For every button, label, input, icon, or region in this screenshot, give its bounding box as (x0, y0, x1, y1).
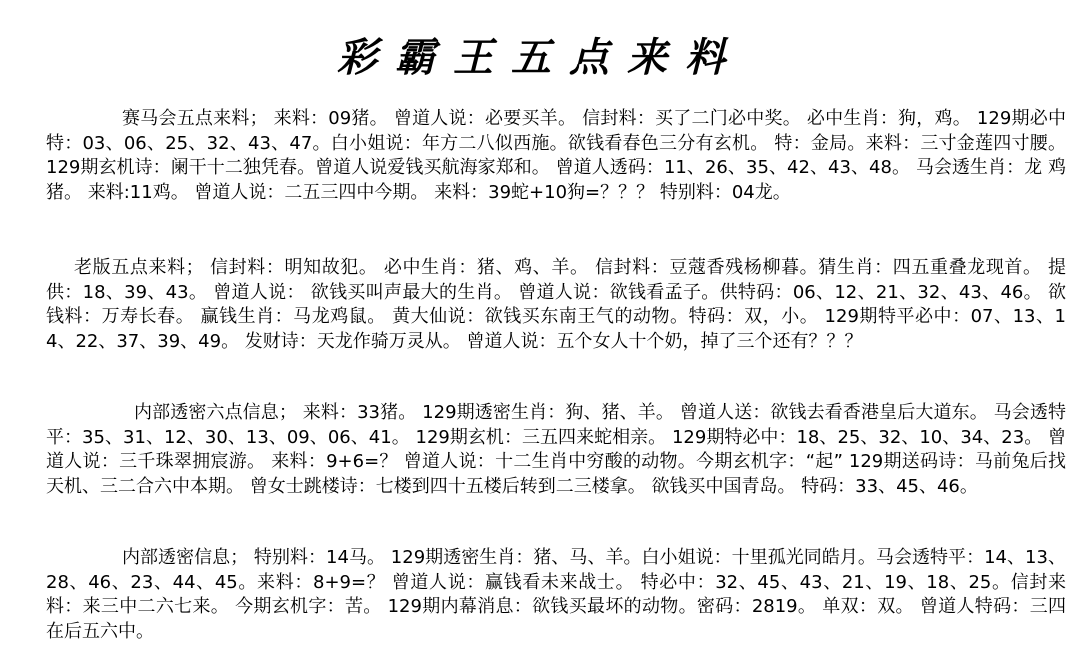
paragraph-neibu-liudian: 内部透密六点信息； 来料：33猪。 129期透密生肖：狗、猪、羊。 曾道人送：欲钱去看香港皇后大道东。 马会透特平：35、31、12、30、13、09、06、41。 129期玄机：三五四来蛇相亲。 129期特必中：18、25、32、10、34、23。 曾道人说：三千珠翠拥宸游。 来料：9+6=？ 曾道人说：十二生肖中穷酸的动物。今期玄机字：“起” 129期送码诗：马前兔后找天机、三二合六中本期。 曾女士跳楼诗：七楼到四十五楼后转到二三楼拿。 欲钱买中国青岛。 特码：33、45、46。 (46, 402, 1066, 497)
paragraph-saimahui: 赛马会五点来料； 来料：09猪。 曾道人说：必要买羊。 信封料：买了二门必中奖。 必中生肖：狗，鸡。 129期必中特：03、06、25、32、43、47。白小姐说：年方二八似西施。欲钱看春色三分有玄机。 特：金局。来料：三寸金莲四寸腰。 129期玄机诗：阑干十二独凭春。曾道人说爱钱买航海家郑和。 曾道人透码：11、26、35、42、43、48。 马会透生肖：龙 鸡 猪。 来料:11鸡。 曾道人说：二五三四中今期。 来料：39蛇+10狗=？？？ 特别料：04龙。 (46, 108, 1066, 203)
page-title: 彩霸王五点来料 (337, 34, 743, 81)
paragraph-laoban: 老版五点来料； 信封料：明知故犯。 必中生肖：猪、鸡、羊。 信封料：豆蔻香残杨柳暮。猜生肖：四五重叠龙现首。 提供：18、39、43。 曾道人说： 欲钱买叫声最大的生肖。 曾道人说：欲钱看孟子。供特码：06、12、21、32、43、46。 欲钱料：万寿长春。 赢钱生肖：马龙鸡鼠。 黄大仙说：欲钱买东南王气的动物。特码：双，小。 129期特平必中：07、13、14、22、37、39、49。 发财诗：天龙作骑万灵从。 曾道人说：五个女人十个奶，掉了三个还有？？？ (46, 257, 1066, 352)
paragraph-neibu-xinxi: 内部透密信息； 特别料：14马。 129期透密生肖：猪、马、羊。白小姐说：十里孤光同皓月。马会透特平：14、13、28、46、23、44、45。来料：8+9=？ 曾道人说：赢钱看未来战士。 特必中：32、45、43、21、19、18、25。信封来料：来三中二六七来。 今期玄机字：苦。 129期内幕消息：欲钱买最坏的动物。密码：2819。 单双：双。 曾道人特码：三四在后五六中。 (46, 547, 1066, 642)
